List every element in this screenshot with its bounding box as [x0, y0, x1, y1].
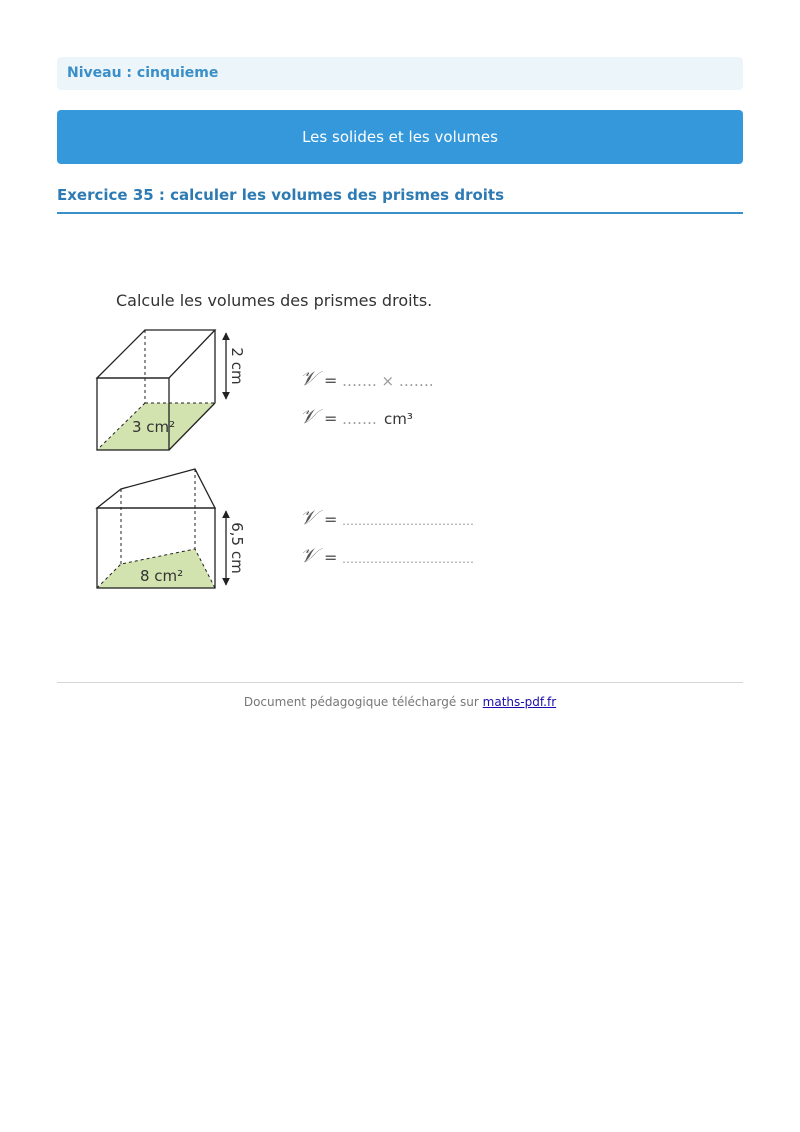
- prism-1-height-label: 2 cm: [228, 347, 246, 385]
- answer-blank-product: ……. × …….: [342, 372, 434, 390]
- footer-divider: [57, 682, 743, 683]
- formula-block-1: [300, 366, 434, 428]
- answer-blank-line: ……………………………: [342, 514, 474, 528]
- equals-sign: =: [324, 510, 338, 529]
- volume-symbol: 𝒱: [300, 404, 317, 428]
- footer: [57, 695, 743, 709]
- equals-sign: =: [324, 371, 338, 390]
- formula-block-2: [300, 505, 474, 567]
- chapter-banner: Les solides et les volumes: [57, 110, 743, 164]
- prism-2: [97, 469, 246, 588]
- footer-link[interactable]: maths-pdf.fr: [482, 695, 557, 709]
- volume-symbol: 𝒱: [300, 505, 317, 529]
- equals-sign: =: [324, 409, 338, 428]
- answer-blank-line: ……………………………: [342, 552, 474, 566]
- footer-text: Document pédagogique téléchargé sur: [243, 695, 479, 709]
- exercise-title: Exercice 35 : calculer les volumes des prismes droits: [57, 184, 743, 214]
- prism-1: [97, 330, 246, 450]
- volume-symbol: 𝒱: [300, 543, 317, 567]
- prism-1-top-face: [97, 330, 215, 378]
- instruction-text: Calcule les volumes des prismes droits.: [116, 291, 433, 310]
- prism-2-base-label: 8 cm²: [140, 567, 184, 585]
- prism-2-height-label: 6,5 cm: [228, 522, 246, 574]
- answer-blank-result: …….: [342, 410, 377, 428]
- equals-sign: =: [324, 548, 338, 567]
- level-label: Niveau : cinquieme: [57, 57, 743, 90]
- volume-symbol: 𝒱: [300, 366, 317, 390]
- prism-1-base-label: 3 cm²: [132, 418, 176, 436]
- prism-2-top-face: [97, 469, 215, 508]
- exercise-figure: [80, 280, 540, 610]
- unit-label: cm³: [384, 410, 413, 428]
